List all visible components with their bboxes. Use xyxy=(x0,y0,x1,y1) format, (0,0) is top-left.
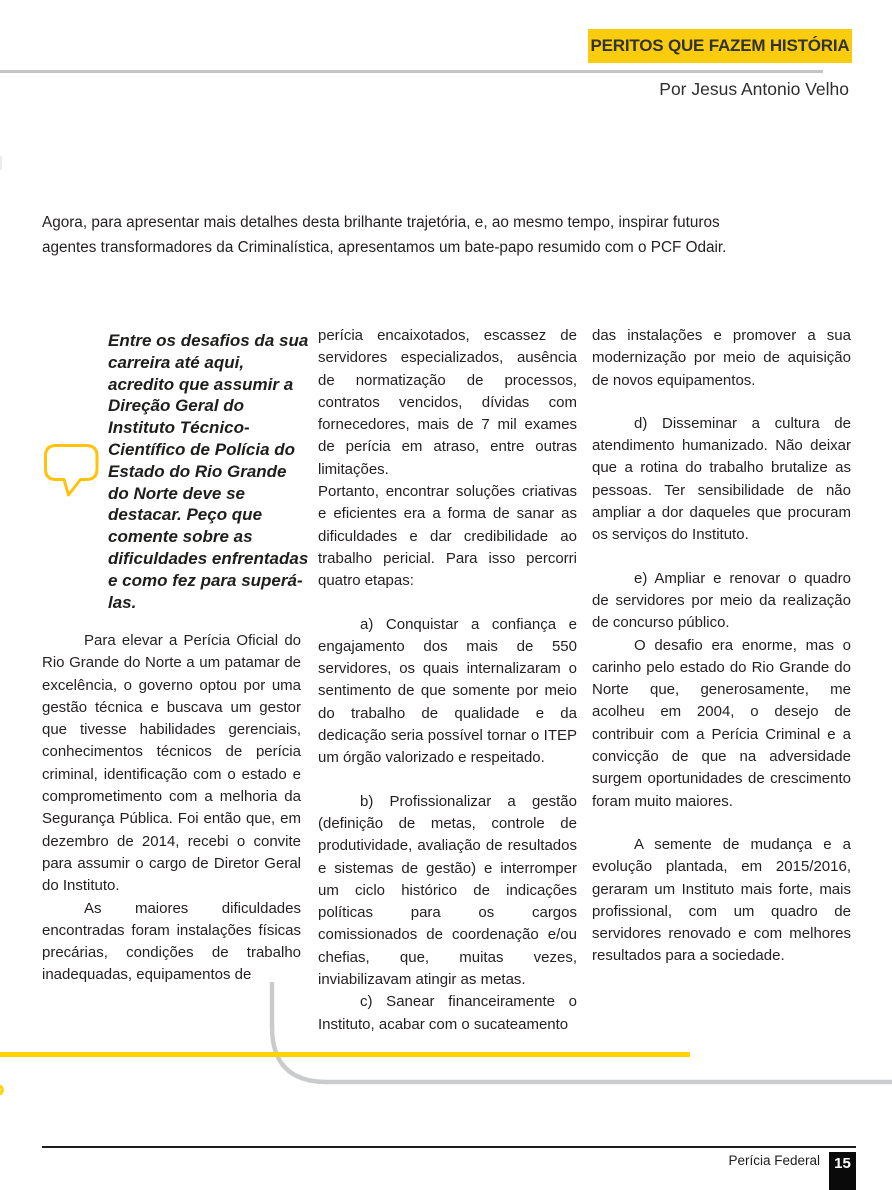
interview-question: Entre os desafios da sua carreira até aqui, acredito que assumir a Direção Geral do Instituto Técnico-Científico de Polícia do Estado do Rio Grande do Norte deve se destacar. Peço que comente sobre as dificuldades enfrentadas e como fez para superá-las. xyxy=(108,331,309,612)
header-divider-rule xyxy=(0,70,823,73)
paragraph: Para elevar a Perícia Oficial do Rio Grande do Norte a um patamar de excelência, o governo optou por uma gestão técnica e buscava um gestor que tivesse habilidades gerenciais, conhecimentos técnicos de perícia criminal, identificação com o estado e comprometimento com a melhoria da Segurança Pública. Foi então que, em dezembro de 2014, recebi o convite para assumir o cargo de Diretor Geral do Instituto. xyxy=(42,632,301,895)
paragraph: A semente de mudança e a evolução plantada, em 2015/2016, geraram um Instituto mais forte, mais profissional, com um quadro de servidores renovado e com melhores resultados para a sociedade. xyxy=(592,835,851,965)
answer-column-right xyxy=(592,325,851,968)
paragraph: c) Sanear financeiramente o Instituto, acabar com o sucateamento xyxy=(318,993,577,1033)
paragraph: O desafio era enorme, mas o carinho pelo estado do Rio Grande do Norte que, generosamente, me acolheu em 2004, o desejo de contribuir com a Perícia Criminal e a convicção de que na adversidade surgem oportunidades de crescimento foram muito maiores. xyxy=(592,636,851,810)
page-number: 15 xyxy=(834,1155,851,1172)
gray-curve-line xyxy=(0,978,892,1090)
paragraph: b) Profissionalizar a gestão (definição de metas, controle de produtividade, avaliação de resultados e sistemas de gestão) e interromper um ciclo histórico de indicações políticas para os cargos comissionados de coordenação e/ou chefias, que, muitas vezes, inviabilizavam atingir as metas. xyxy=(318,792,577,989)
page-number-box xyxy=(829,1152,856,1190)
yellow-rule xyxy=(0,1052,690,1057)
left-edge-gray-mark xyxy=(0,156,2,170)
paragraph: das instalações e promover a sua modernização por meio de aquisição de novos equipamentos. xyxy=(592,327,851,389)
paragraph: perícia encaixotados, escassez de servidores especializados, ausência de normatização de processos, contratos vencidos, dívidas com fornecedores, mais de 7 mil exames de perícia em atraso, entre outras limitações. xyxy=(318,327,577,478)
paragraph: As maiores dificuldades encontradas foram instalações físicas precárias, condições de trabalho inadequadas, equipamentos de xyxy=(42,899,301,984)
left-edge-yellow-mark xyxy=(0,1084,6,1096)
paragraph: d) Disseminar a cultura de atendimento humanizado. Não deixar que a rotina do trabalho brutalize as pessoas. Ter sensibilidade de não ampliar a dor daqueles que procuram os serviços do Instituto. xyxy=(592,414,851,544)
speech-bubble-icon xyxy=(44,444,102,500)
answer-column-middle xyxy=(318,325,577,1036)
answer-column-left xyxy=(42,630,301,987)
section-badge: PERITOS QUE FAZEM HISTÓRIA xyxy=(588,29,852,63)
magazine-name: Perícia Federal xyxy=(728,1153,820,1168)
paragraph: e) Ampliar e renovar o quadro de servidores por meio da realização de concurso público. xyxy=(592,569,851,632)
paragraph: a) Conquistar a confiança e engajamento dos mais de 550 servidores, os quais internalizaram o sentimento de que somente por meio do trabalho de qualidade e da dedicação seria possível tornar o ITEP um órgão valorizado e respeitado. xyxy=(318,615,577,767)
intro-paragraph: Agora, para apresentar mais detalhes desta brilhante trajetória, e, ao mesmo tempo, inspirar futuros agentes transformadores da Criminalística, apresentamos um bate-papo resumido com o PCF Odair. xyxy=(42,214,727,256)
footer-divider-rule xyxy=(42,1146,856,1148)
byline: Por Jesus Antonio Velho xyxy=(659,79,849,99)
paragraph: Portanto, encontrar soluções criativas e eficientes era a forma de sanar as dificuldades e dar credibilidade ao trabalho pericial. Para isso percorri quatro etapas: xyxy=(318,483,577,590)
